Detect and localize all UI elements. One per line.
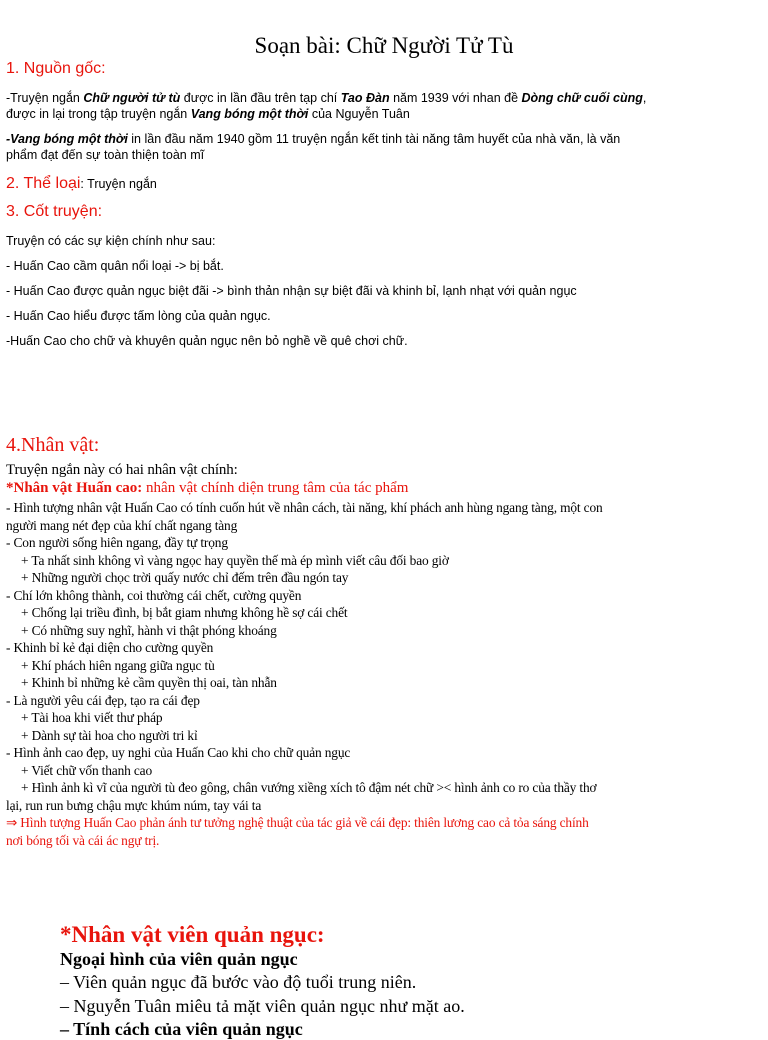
text: của Nguyễn Tuân [308, 107, 410, 121]
detail-line: - Chí lớn không thành, coi thường cái chết, cường quyền [6, 587, 302, 603]
detail-subline: + Khí phách hiên ngang giữa ngục tù [21, 657, 215, 673]
section-heading-characters: 4.Nhân vật: [6, 434, 100, 456]
document-title: Soạn bài: Chữ Người Tử Tù [254, 33, 514, 58]
section-heading-warden: *Nhân vật viên quản ngục: [60, 922, 325, 947]
detail-subline: + Hình ảnh kì vĩ của người tù đeo gông, chân vướng xiềng xích tô đậm nét chữ >< hình ảnh co ro của thầy thơ [21, 780, 597, 795]
detail-line: lại, run run bưng chậu mực khúm núm, tay vái ta [6, 797, 262, 813]
detail-subline: + Chống lại triều đình, bị bắt giam nhưng không hề sợ cái chết [21, 605, 348, 620]
work-title: Chữ người tử tù [83, 91, 181, 105]
huan-cao-details [6, 499, 758, 849]
detail-line: - Hình tượng nhân vật Huấn Cao có tính cuốn hút về nhân cách, tài năng, khí phách anh hùng ngang tàng, một con [6, 500, 603, 515]
detail-line: - Con người sống hiên ngang, đầy tự trọng [6, 535, 228, 550]
original-title: Dòng chữ cuối cùng [521, 91, 643, 105]
text: được in lần đầu trên tạp chí [180, 91, 341, 105]
conclusion-line: ⇒ Hình tượng Huấn Cao phản ánh tư tưởng nghệ thuật của tác giả về cái đẹp: thiên lương cao cả tỏa sáng chính [6, 815, 589, 830]
text: được in lại trong tập truyện ngắn [6, 107, 191, 121]
huan-cao-heading [6, 480, 768, 497]
characters-intro: Truyện ngắn này có hai nhân vật chính: [6, 462, 238, 478]
warden-line: – Nguyễn Tuân miêu tả mặt viên quản ngục như mặt ao. [60, 996, 465, 1016]
detail-line: người mang nét đẹp của khí chất ngang tàng [6, 517, 238, 533]
genre-line [6, 175, 768, 193]
magazine-name: Tao Đàn [340, 91, 390, 105]
detail-subline: + Có những suy nghĩ, hành vi thật phóng khoáng [21, 622, 277, 638]
plot-event: - Huấn Cao hiểu được tấm lòng của quản ngục. [6, 309, 271, 323]
detail-line: - Khinh bỉ kẻ đại diện cho cường quyền [6, 640, 214, 655]
collection-title: -Vang bóng một thời [6, 132, 128, 146]
detail-line: - Hình ảnh cao đẹp, uy nghi của Huấn Cao khi cho chữ quản ngục [6, 745, 351, 760]
genre-value: : Truyện ngắn [80, 177, 157, 191]
collection-title: Vang bóng một thời [190, 107, 309, 121]
origin-paragraph-1 [6, 90, 762, 122]
plot-intro: Truyện có các sự kiện chính như sau: [6, 234, 216, 248]
detail-subline: + Khinh bỉ những kẻ cầm quyền thị oai, tàn nhẫn [21, 675, 277, 690]
detail-subline: + Dành sự tài hoa cho người tri kỉ [21, 727, 198, 743]
text: in lần đầu năm 1940 gồm 11 truyện ngắn kết tinh tài năng tâm huyết của nhà văn, là văn [127, 132, 621, 146]
detail-subline: + Những người chọc trời quấy nước chỉ đếm trên đầu ngón tay [21, 570, 349, 585]
text: , [642, 91, 647, 105]
text: phẩm đạt đến sự toàn thiện toàn mĩ [6, 148, 205, 162]
detail-line: - Là người yêu cái đẹp, tạo ra cái đẹp [6, 692, 200, 708]
origin-paragraph-2 [6, 131, 762, 163]
conclusion-line: nơi bóng tối và cái ác ngự trị. [6, 832, 160, 848]
text: -Truyện ngắn [6, 91, 84, 105]
plot-event: -Huấn Cao cho chữ và khuyên quản ngục nên bỏ nghề về quê chơi chữ. [6, 334, 408, 348]
detail-subline: + Tài hoa khi viết thư pháp [21, 710, 163, 725]
section-heading-genre: 2. Thể loại [6, 175, 81, 192]
section-heading-plot: 3. Cốt truyện: [6, 203, 103, 220]
plot-event: - Huấn Cao cầm quân nổi loại -> bị bắt. [6, 259, 224, 273]
detail-subline: + Viết chữ vốn thanh cao [21, 762, 153, 778]
text: năm 1939 với nhan đề [389, 91, 522, 105]
warden-appearance-heading: Ngoại hình của viên quản ngục [60, 949, 298, 969]
warden-line: – Tính cách của viên quản ngục [60, 1019, 303, 1039]
detail-subline: + Ta nhất sinh không vì vàng ngọc hay quyền thế mà ép mình viết câu đối bao giờ [21, 552, 449, 568]
warden-line: – Viên quản ngục đã bước vào độ tuổi trung niên. [60, 972, 417, 992]
section-heading-origin: 1. Nguồn gốc: [6, 60, 106, 77]
plot-event: - Huấn Cao được quản ngục biệt đãi -> bình thản nhận sự biệt đãi và khinh bỉ, lạnh nhạt với quản ngục [6, 284, 577, 298]
huan-cao-label: *Nhân vật Huấn cao: [6, 480, 143, 496]
huan-cao-description: nhân vật chính diện trung tâm của tác phẩm [142, 480, 409, 496]
